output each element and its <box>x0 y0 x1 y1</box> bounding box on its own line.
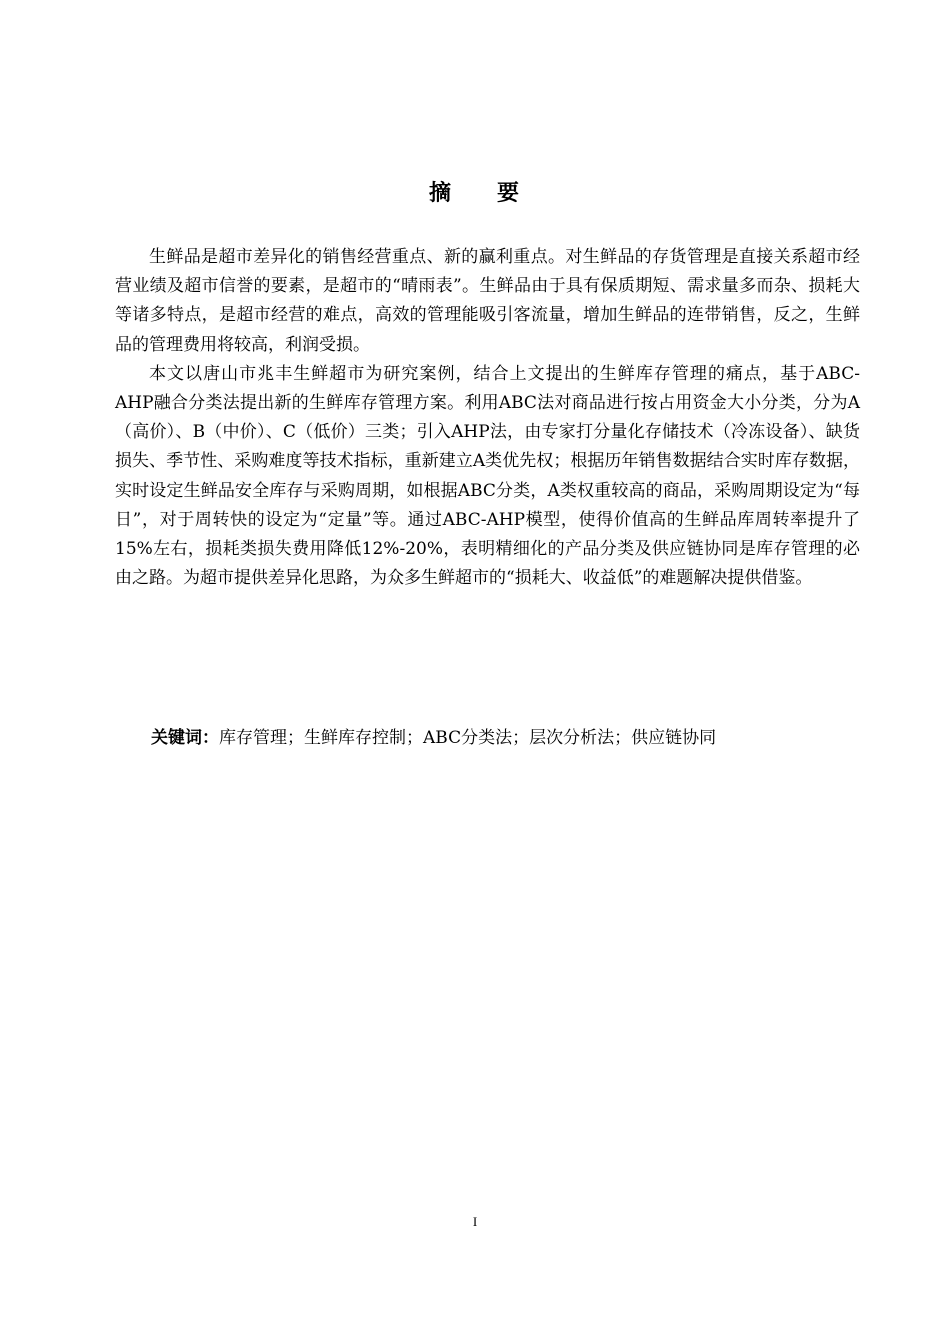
abstract-title-char-2: 要 <box>497 181 522 206</box>
abstract-paragraph-2: 本文以唐山市兆丰生鲜超市为研究案例，结合上文提出的生鲜库存管理的痛点，基于ABC-AHP融合分类法提出新的生鲜库存管理方案。利用ABC法对商品进行按占用资金大小分类，分为A（高价）、B（中价）、C（低价）三类；引入AHP法，由专家打分量化存储技术（冷冻设备）、缺货损失、季节性、采购难度等技术指标，重新建立A类优先权；根据历年销售数据结合实时库存数据，实时设定生鲜品安全库存与采购周期，如根据ABC分类，A类权重较高的商品，采购周期设定为“每日”，对于周转快的设定为“定量”等。通过ABC-AHP模型，使得价值高的生鲜品库周转率提升了15%左右，损耗类损失费用降低12%-20%，表明精细化的产品分类及供应链协同是库存管理的必由之路。为超市提供差异化思路，为众多生鲜超市的“损耗大、收益低”的难题解决提供借鉴。 <box>115 363 860 589</box>
keywords-line <box>151 724 860 753</box>
abstract-title-char-1: 摘 <box>428 181 453 206</box>
abstract-body <box>115 243 860 593</box>
keywords-label: 关键词： <box>151 728 219 748</box>
page-number: I <box>472 1214 478 1229</box>
abstract-title <box>0 178 950 210</box>
abstract-paragraph-1: 生鲜品是超市差异化的销售经营重点、新的赢利重点。对生鲜品的存货管理是直接关系超市经营业绩及超市信誉的要素，是超市的“晴雨表”。生鲜品由于具有保质期短、需求量多而杂、损耗大等诸多特点，是超市经营的难点，高效的管理能吸引客流量，增加生鲜品的连带销售，反之，生鲜品的管理费用将较高，利润受损。 <box>115 247 860 355</box>
keywords-text: 库存管理；生鲜库存控制；ABC分类法；层次分析法；供应链协同 <box>219 728 717 748</box>
